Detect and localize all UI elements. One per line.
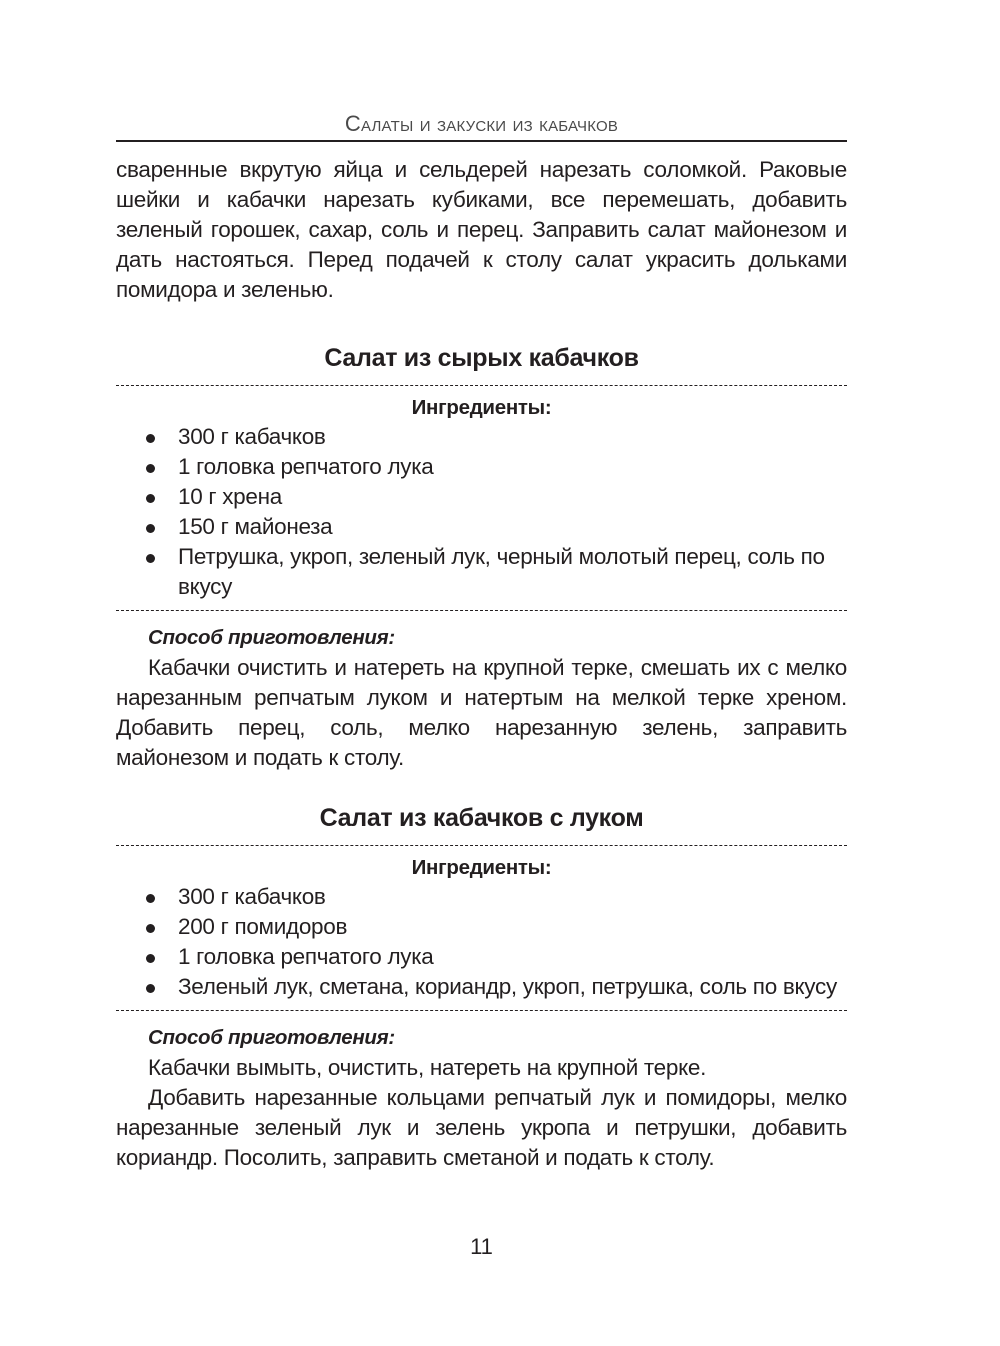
bullet-icon (146, 524, 155, 533)
ingredient-item: 10 г хрена (116, 482, 847, 512)
dashed-divider (116, 1010, 847, 1011)
ingredient-item: 200 г помидоров (116, 912, 847, 942)
recipe-title: Салат из сырых кабачков (324, 344, 639, 372)
method-paragraph: Кабачки вымыть, очистить, натереть на крупной терке. (148, 1055, 707, 1080)
ingredient-item: 1 головка репчатого лука (116, 452, 847, 482)
running-head-rule (116, 140, 847, 142)
bullet-icon (146, 954, 155, 963)
method-heading: Способ приготовления: (148, 626, 395, 649)
ingredient-item: 1 головка репчатого лука (116, 942, 847, 972)
ingredient-item: Зеленый лук, сметана, кориандр, укроп, петрушка, соль по вкусу (116, 972, 847, 1002)
bullet-icon (146, 494, 155, 503)
bullet-icon (146, 894, 155, 903)
recipe-zucchini-onion-salad (116, 803, 847, 1173)
bullet-icon (146, 434, 155, 443)
ingredient-item: 150 г майонеза (116, 512, 847, 542)
ingredients-list (116, 882, 847, 1002)
method-paragraph: Кабачки очистить и натереть на крупной терке, смешать их с мелко нарезанным репчатым луком и натертым на мелкой терке хреном. Добавить перец, соль, мелко нарезанную зелень, заправить майонезом и подать к столу. (116, 655, 847, 770)
ingredients-heading: Ингредиенты: (411, 396, 552, 419)
page-number: 11 (470, 1234, 493, 1259)
running-head: Салаты и закуски из кабачков (344, 111, 619, 136)
bullet-icon (146, 464, 155, 473)
page-content (116, 155, 847, 1173)
ingredients-heading: Ингредиенты: (411, 856, 552, 879)
ingredient-item: Петрушка, укроп, зеленый лук, черный молотый перец, соль по вкусу (116, 542, 847, 602)
intro-paragraph: сваренные вкрутую яйца и сельдерей нарезать соломкой. Раковые шейки и кабачки нарезать кубиками, все перемешать, добавить зеленый горошек, сахар, соль и перец. Заправить салат майонезом и дать настояться. Перед подачей к столу салат украсить дольками помидора и зеленью. (116, 157, 847, 302)
bullet-icon (146, 924, 155, 933)
ingredients-list (116, 422, 847, 602)
dashed-divider (116, 610, 847, 611)
method-paragraph: Добавить нарезанные кольцами репчатый лук и помидоры, мелко нарезанные зеленый лук и зелень укропа и петрушки, добавить кориандр. Посолить, заправить сметаной и подать к столу. (116, 1085, 847, 1170)
dashed-divider (116, 845, 847, 846)
ingredient-item: 300 г кабачков (116, 882, 847, 912)
recipe-title: Салат из кабачков с луком (319, 804, 644, 832)
method-heading: Способ приготовления: (148, 1026, 395, 1049)
bullet-icon (146, 984, 155, 993)
dashed-divider (116, 385, 847, 386)
recipe-raw-zucchini-salad (116, 343, 847, 773)
ingredient-item: 300 г кабачков (116, 422, 847, 452)
bullet-icon (146, 554, 155, 563)
